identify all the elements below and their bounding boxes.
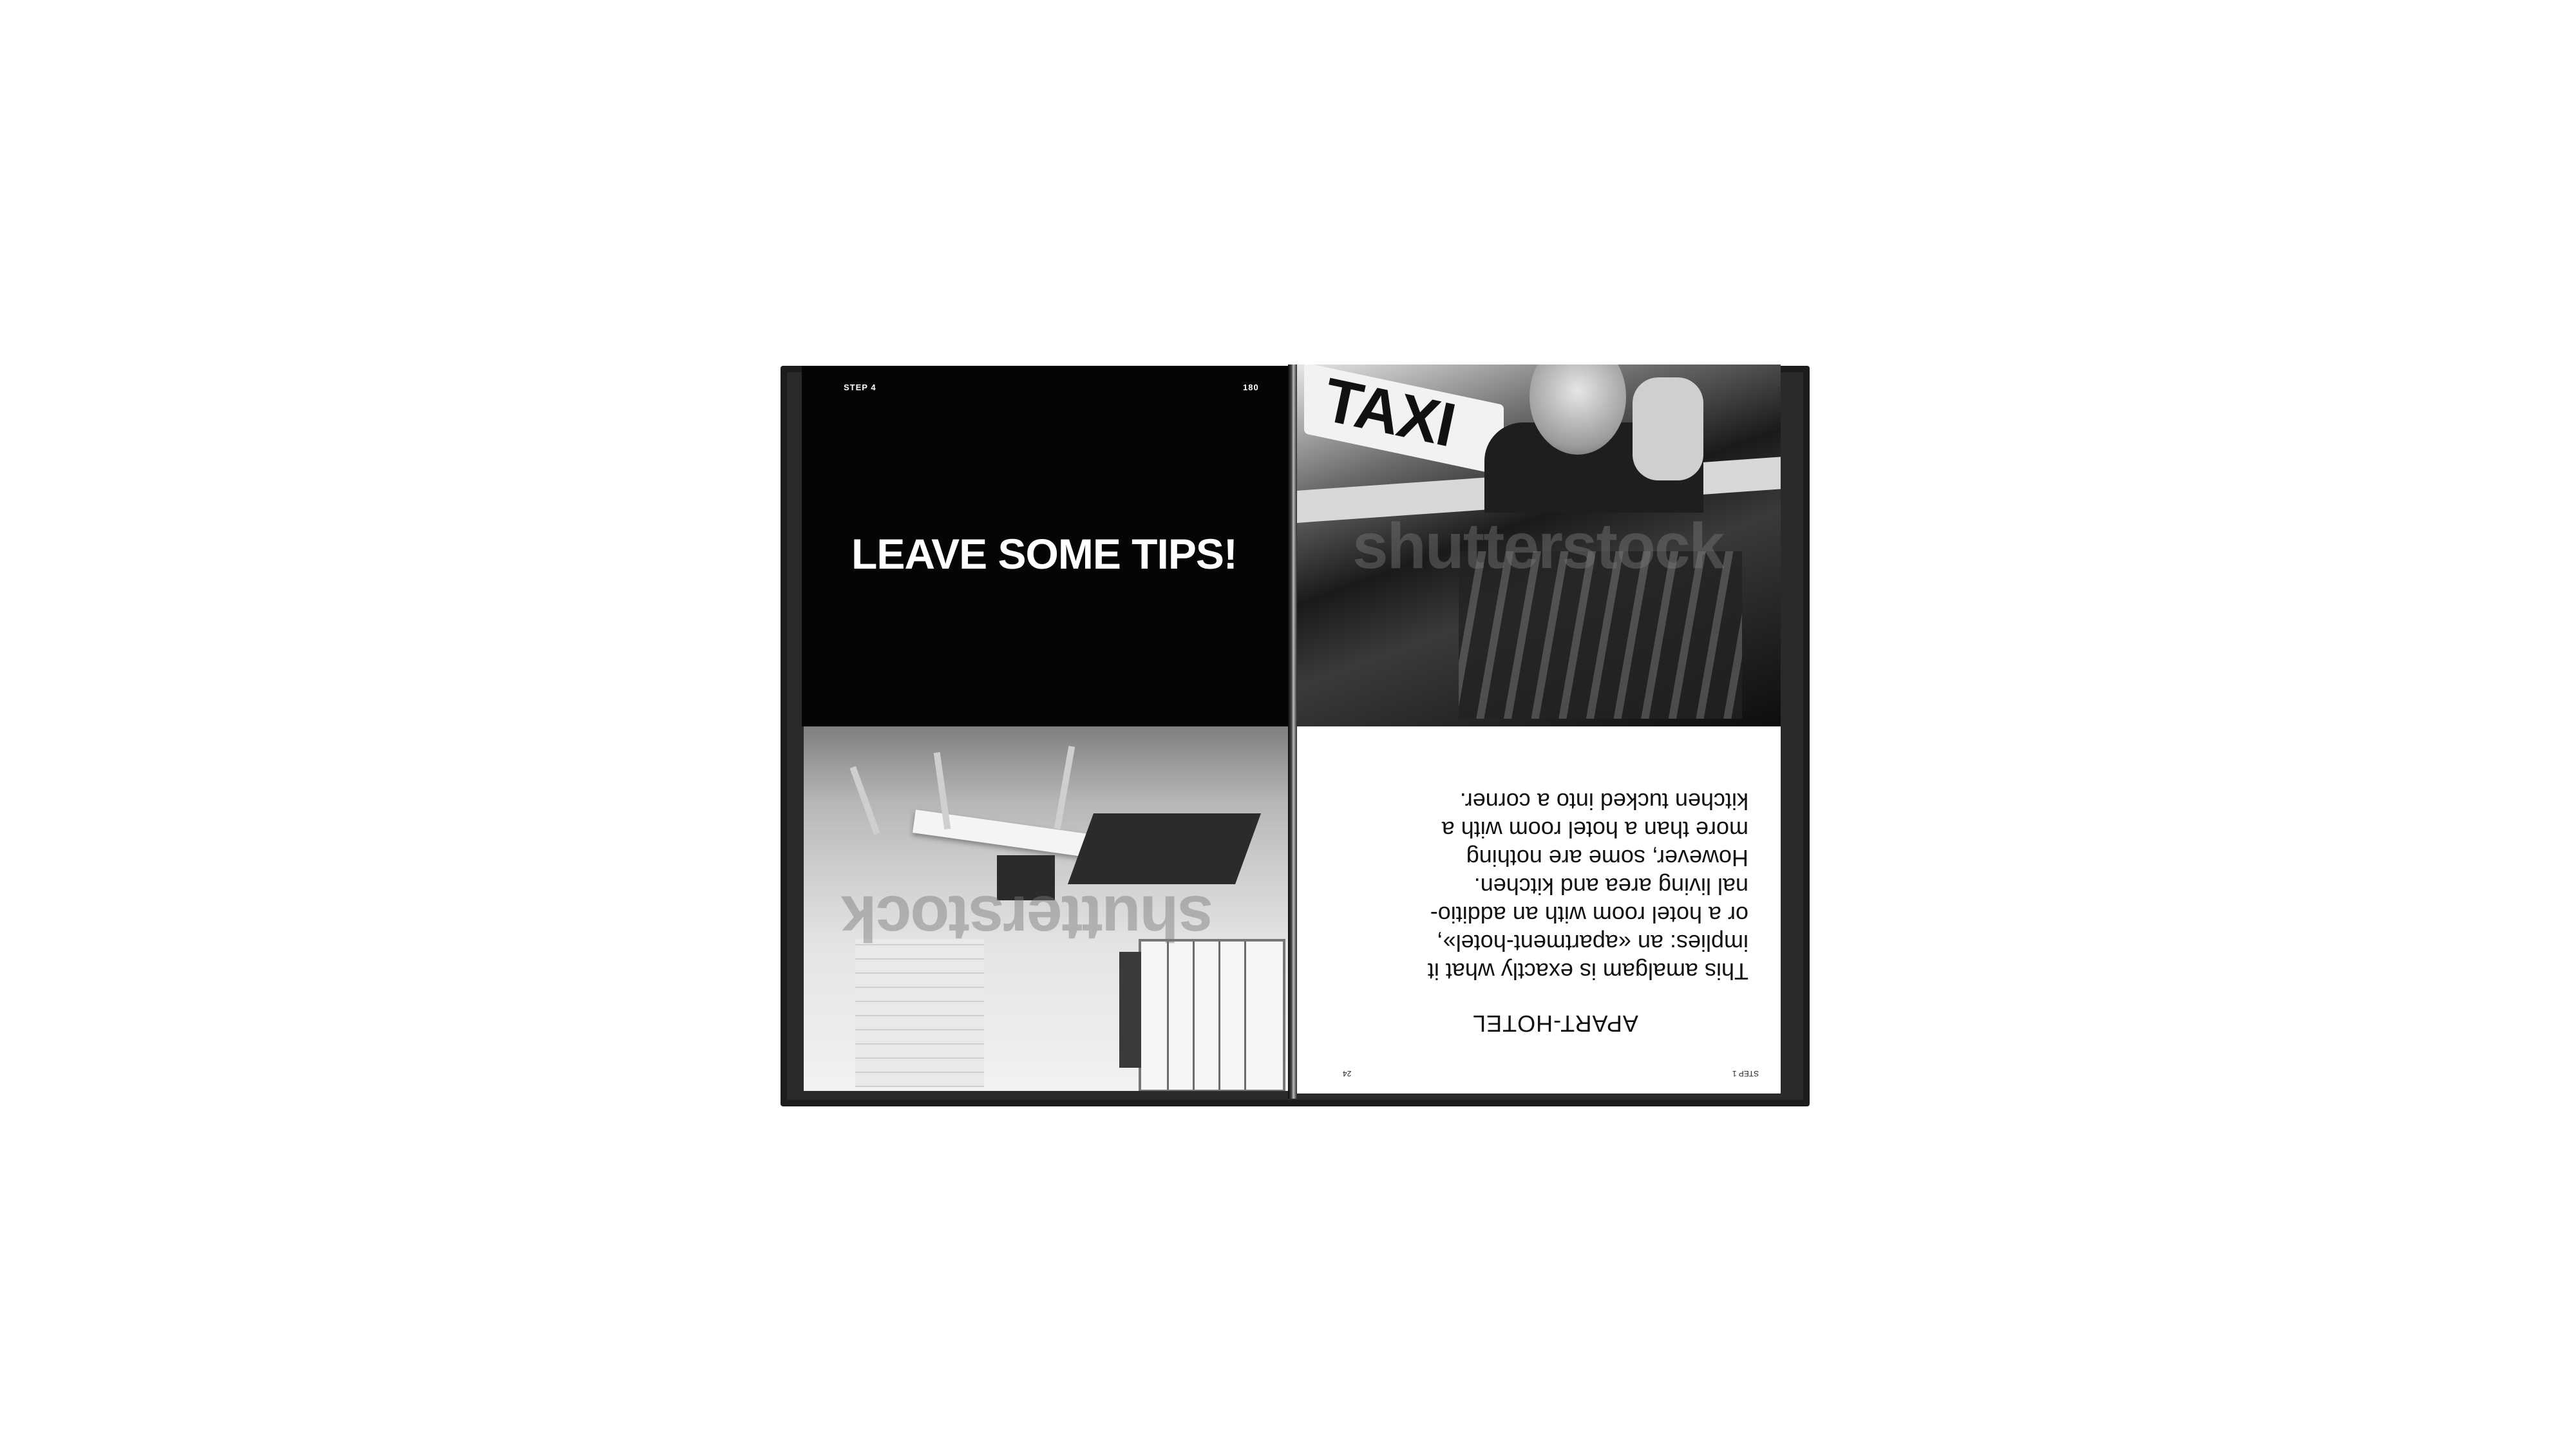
left-page-title: LEAVE SOME TIPS! bbox=[851, 530, 1237, 578]
left-photo-watermark: shutterstock bbox=[842, 882, 1214, 954]
left-running-head: STEP 4 bbox=[844, 383, 876, 392]
body-line: implies: an «apartment-hotel», bbox=[1436, 930, 1748, 956]
body-line: nal living area and kitchen. bbox=[1473, 873, 1748, 900]
body-line: or a hotel room with an additio- bbox=[1430, 902, 1748, 928]
left-page-number: 180 bbox=[1243, 383, 1259, 392]
right-footer-running-head: STEP 1 bbox=[1732, 1069, 1759, 1078]
section-title: APART-HOTEL bbox=[1472, 1010, 1638, 1037]
book-spine bbox=[1288, 365, 1297, 1099]
right-photo-watermark: shutterstock bbox=[1352, 510, 1724, 582]
photo-thumbs-up bbox=[1633, 377, 1703, 480]
photo-window-bar bbox=[1244, 942, 1246, 1090]
photo-brick-wall bbox=[855, 939, 984, 1087]
photo-ceiling bbox=[804, 726, 1291, 804]
photo-taxi-sign-text: TAXI bbox=[1318, 365, 1461, 460]
right-footer-page-number: 24 bbox=[1343, 1069, 1352, 1078]
photo-window-bar bbox=[1167, 942, 1169, 1090]
right-page-taxi-photo bbox=[1291, 365, 1781, 726]
section-body bbox=[1362, 787, 1748, 985]
photo-window-bar bbox=[1193, 942, 1195, 1090]
body-line: more than a hotel room with a bbox=[1441, 817, 1748, 843]
left-page-room-photo bbox=[804, 726, 1291, 1091]
photo-dark-sofa bbox=[1068, 813, 1261, 884]
upside-down-text-block bbox=[1362, 766, 1748, 1037]
photo-curtain bbox=[1119, 952, 1141, 1068]
photo-window bbox=[1139, 939, 1285, 1091]
body-line: However, some are nothing bbox=[1466, 845, 1748, 871]
body-line: kitchen tucked into a corner. bbox=[1459, 788, 1748, 815]
photo-table bbox=[913, 810, 1107, 859]
body-line: This amalgam is exactly what it bbox=[1427, 958, 1748, 985]
photo-window-bar bbox=[1218, 942, 1220, 1090]
